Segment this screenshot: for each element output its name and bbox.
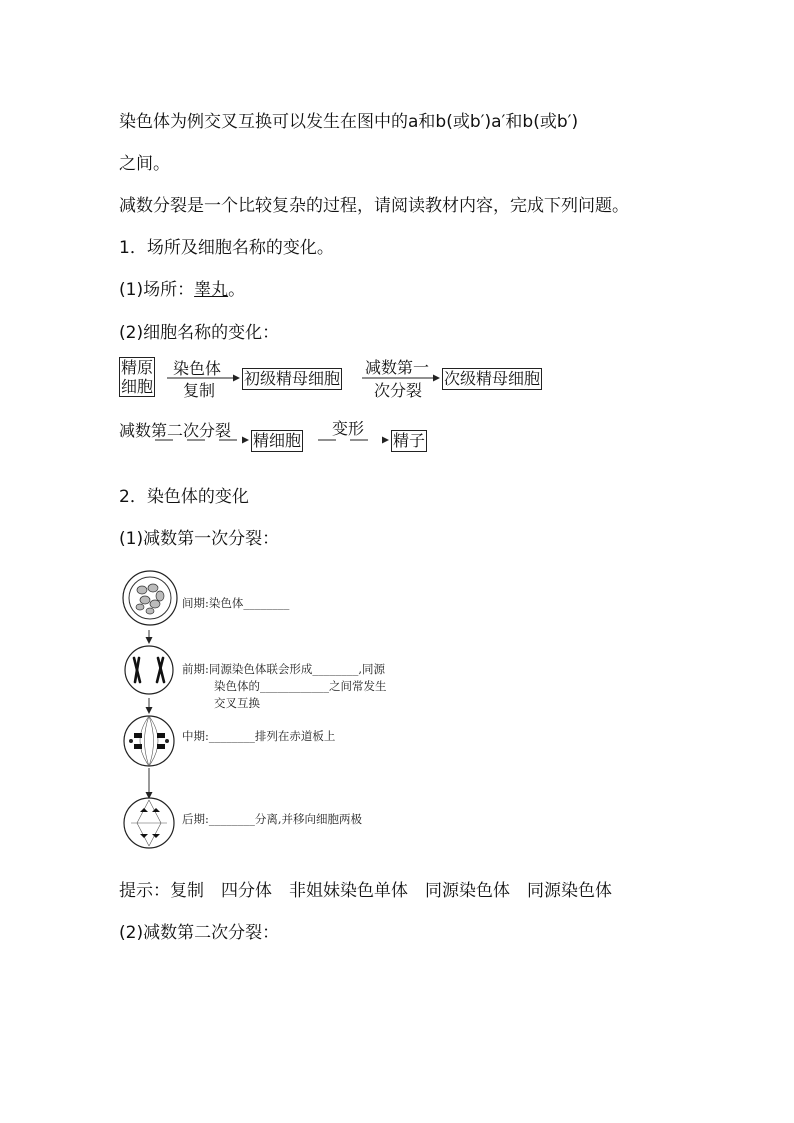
meiosis2-title: (2)减数第二次分裂： (119, 923, 280, 943)
spermatogonium-top: 精原 (121, 358, 154, 377)
step-transform: 变形 (332, 419, 365, 438)
sperm-box: 精子 (393, 431, 426, 450)
interphase-cell (123, 571, 177, 625)
metaphase-cell (124, 716, 174, 766)
prophase-label-3: 交叉互换 (214, 696, 260, 710)
prophase-label-2: 染色体的____________之间常发生 (214, 679, 387, 693)
hint-text: 提示：复制 四分体 非姐妹染色单体 同源染色体 同源染色体 (119, 881, 612, 901)
place-suffix: 。 (228, 280, 246, 300)
step-meiosis2: 减数第二次分裂 (119, 421, 232, 440)
anaphase-cell (124, 798, 174, 848)
step-meiosis1-top: 减数第一 (365, 358, 430, 377)
prophase-cell (125, 646, 173, 694)
question-text: 减数分裂是一个比较复杂的过程，请阅读教材内容，完成下列问题。 (119, 196, 629, 216)
place-answer: 睾丸 (194, 280, 229, 300)
place-prefix: (1)场所： (119, 280, 195, 300)
section1-title: 1．场所及细胞名称的变化。 (119, 238, 334, 258)
metaphase-label: 中期:________排列在赤道板上 (182, 729, 336, 743)
cell-names-title: (2)细胞名称的变化： (119, 323, 280, 343)
intro-line-2: 之间。 (119, 154, 170, 174)
step-replication-bottom: 复制 (183, 381, 216, 400)
flow-arrows (155, 378, 439, 440)
step-replication-top: 染色体 (173, 359, 222, 378)
prophase-label-1: 前期:同源染色体联会形成________,同源 (182, 662, 386, 676)
spermatid-box: 精细胞 (253, 431, 302, 450)
section2-title: 2．染色体的变化 (119, 487, 249, 507)
step-meiosis1-bottom: 次分裂 (374, 381, 423, 400)
primary-spermatocyte-box: 初级精母细胞 (244, 369, 341, 388)
secondary-spermatocyte-box: 次级精母细胞 (444, 369, 541, 388)
interphase-label: 间期:染色体________ (182, 596, 290, 610)
intro-line-1: 染色体为例交叉互换可以发生在图中的a和b(或b′)a′和b(或b′) (119, 112, 579, 132)
spermatogonium-bottom: 细胞 (121, 377, 154, 396)
meiosis1-title: (1)减数第一次分裂： (119, 529, 280, 549)
anaphase-label: 后期:________分离,并移向细胞两极 (182, 812, 363, 826)
